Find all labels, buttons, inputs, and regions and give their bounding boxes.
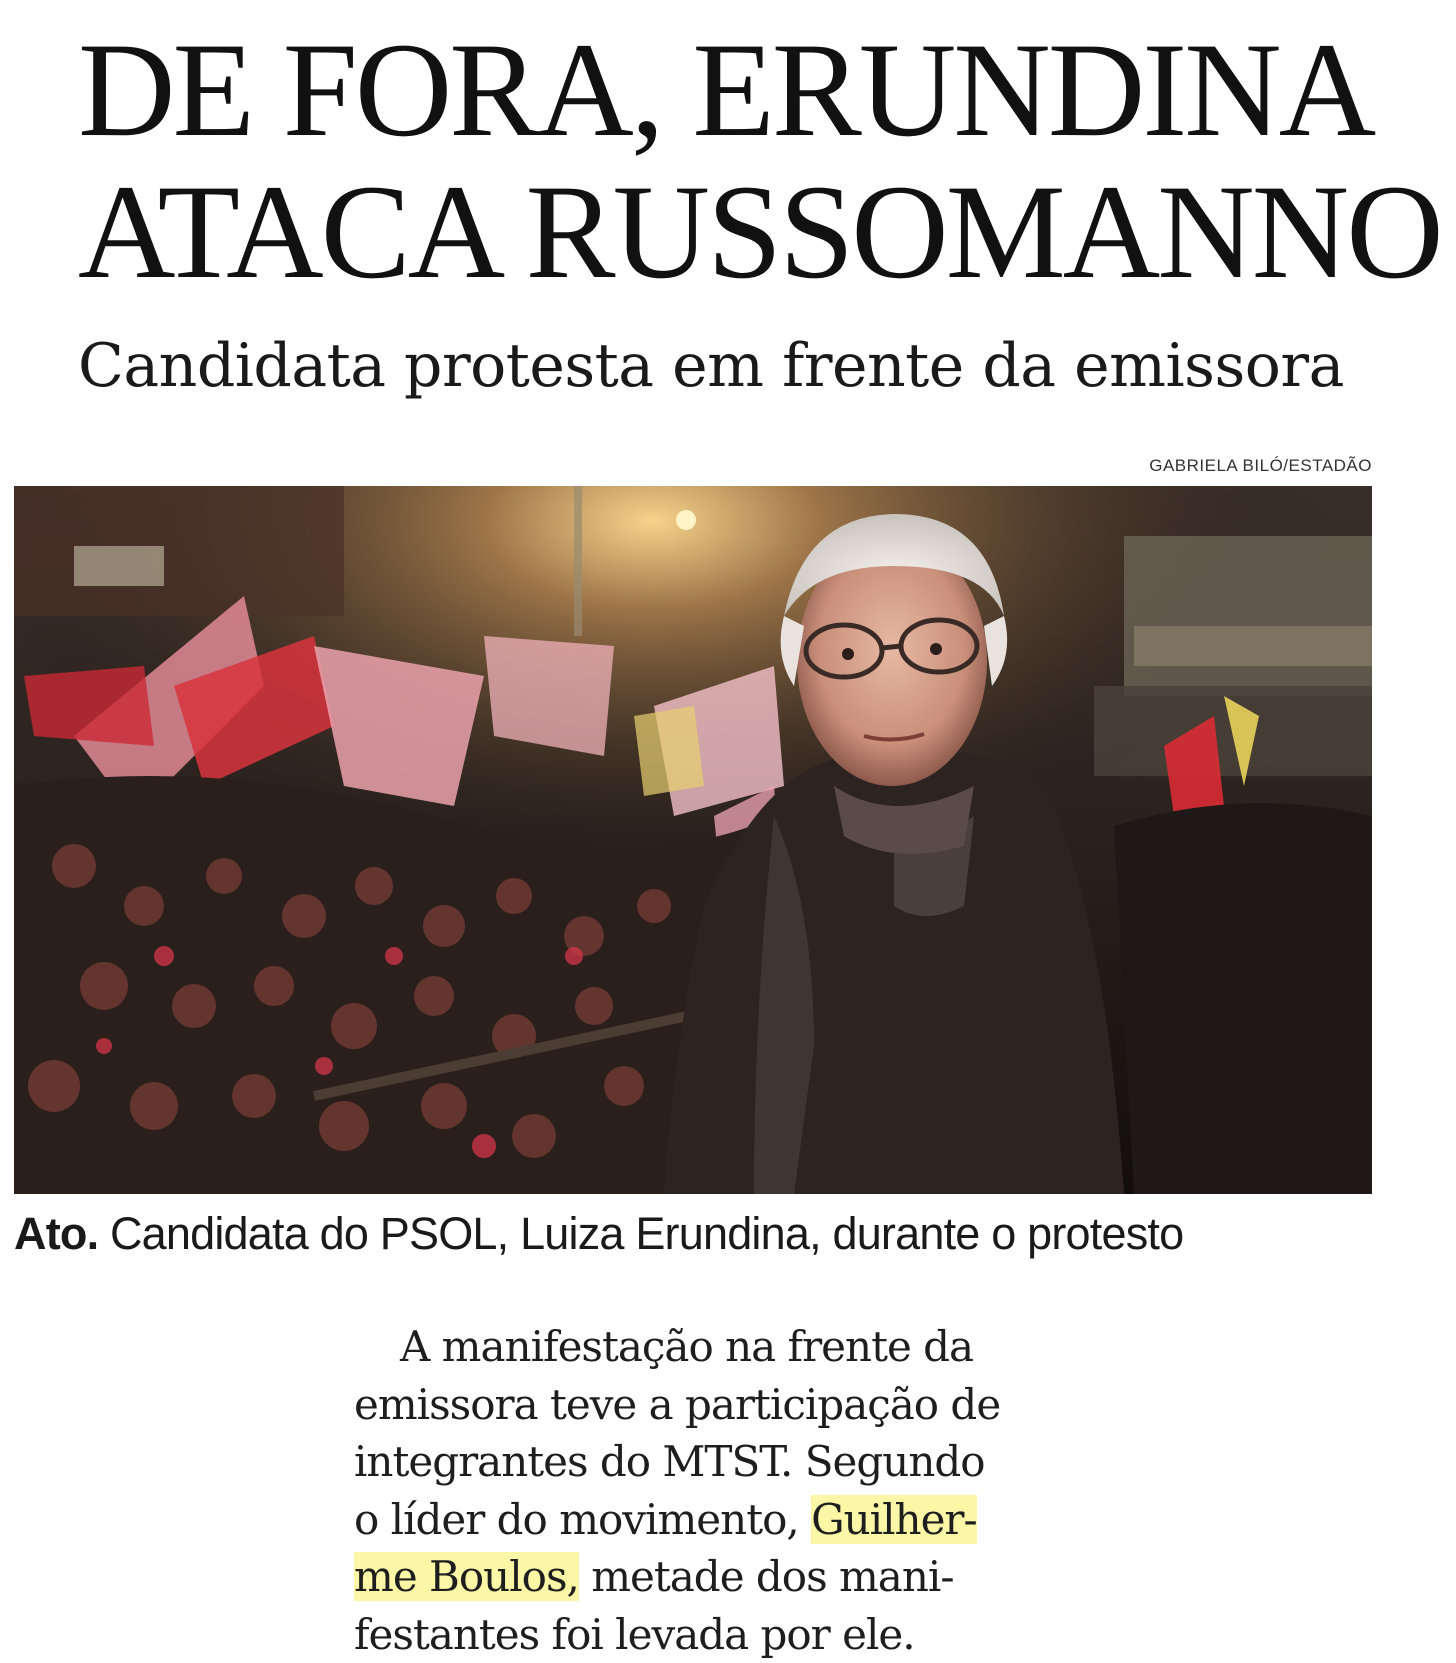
highlighted-name: Guilher-	[811, 1495, 977, 1544]
body-line	[354, 1548, 1054, 1606]
body-text-segment: metade dos mani-	[579, 1552, 954, 1601]
news-photo	[14, 486, 1372, 1194]
body-text-segment: o líder do movimento,	[354, 1495, 811, 1544]
article-body	[354, 1318, 1054, 1663]
photo-credit: GABRIELA BILÓ/ESTADÃO	[1149, 456, 1372, 476]
body-line: integrantes do MTST. Segundo	[354, 1433, 1054, 1491]
subheadline: Candidata protesta em frente da emissora	[78, 330, 1344, 402]
highlighted-name: me Boulos,	[354, 1552, 579, 1601]
caption-text: Candidata do PSOL, Luiza Erundina, durante o protesto	[98, 1208, 1183, 1259]
photo-caption	[14, 1206, 1183, 1262]
body-line: A manifestação na frente da	[354, 1318, 1054, 1376]
headline-line-2: ATACA RUSSOMANNO	[78, 162, 1448, 304]
headline	[78, 20, 1448, 304]
body-line	[354, 1491, 1054, 1549]
protest-photo-illustration	[14, 486, 1372, 1194]
body-line: festantes foi levada por ele.	[354, 1606, 1054, 1663]
caption-lead: Ato.	[14, 1208, 98, 1259]
body-line: emissora teve a participação de	[354, 1376, 1054, 1434]
headline-line-1: DE FORA, ERUNDINA	[78, 20, 1448, 162]
